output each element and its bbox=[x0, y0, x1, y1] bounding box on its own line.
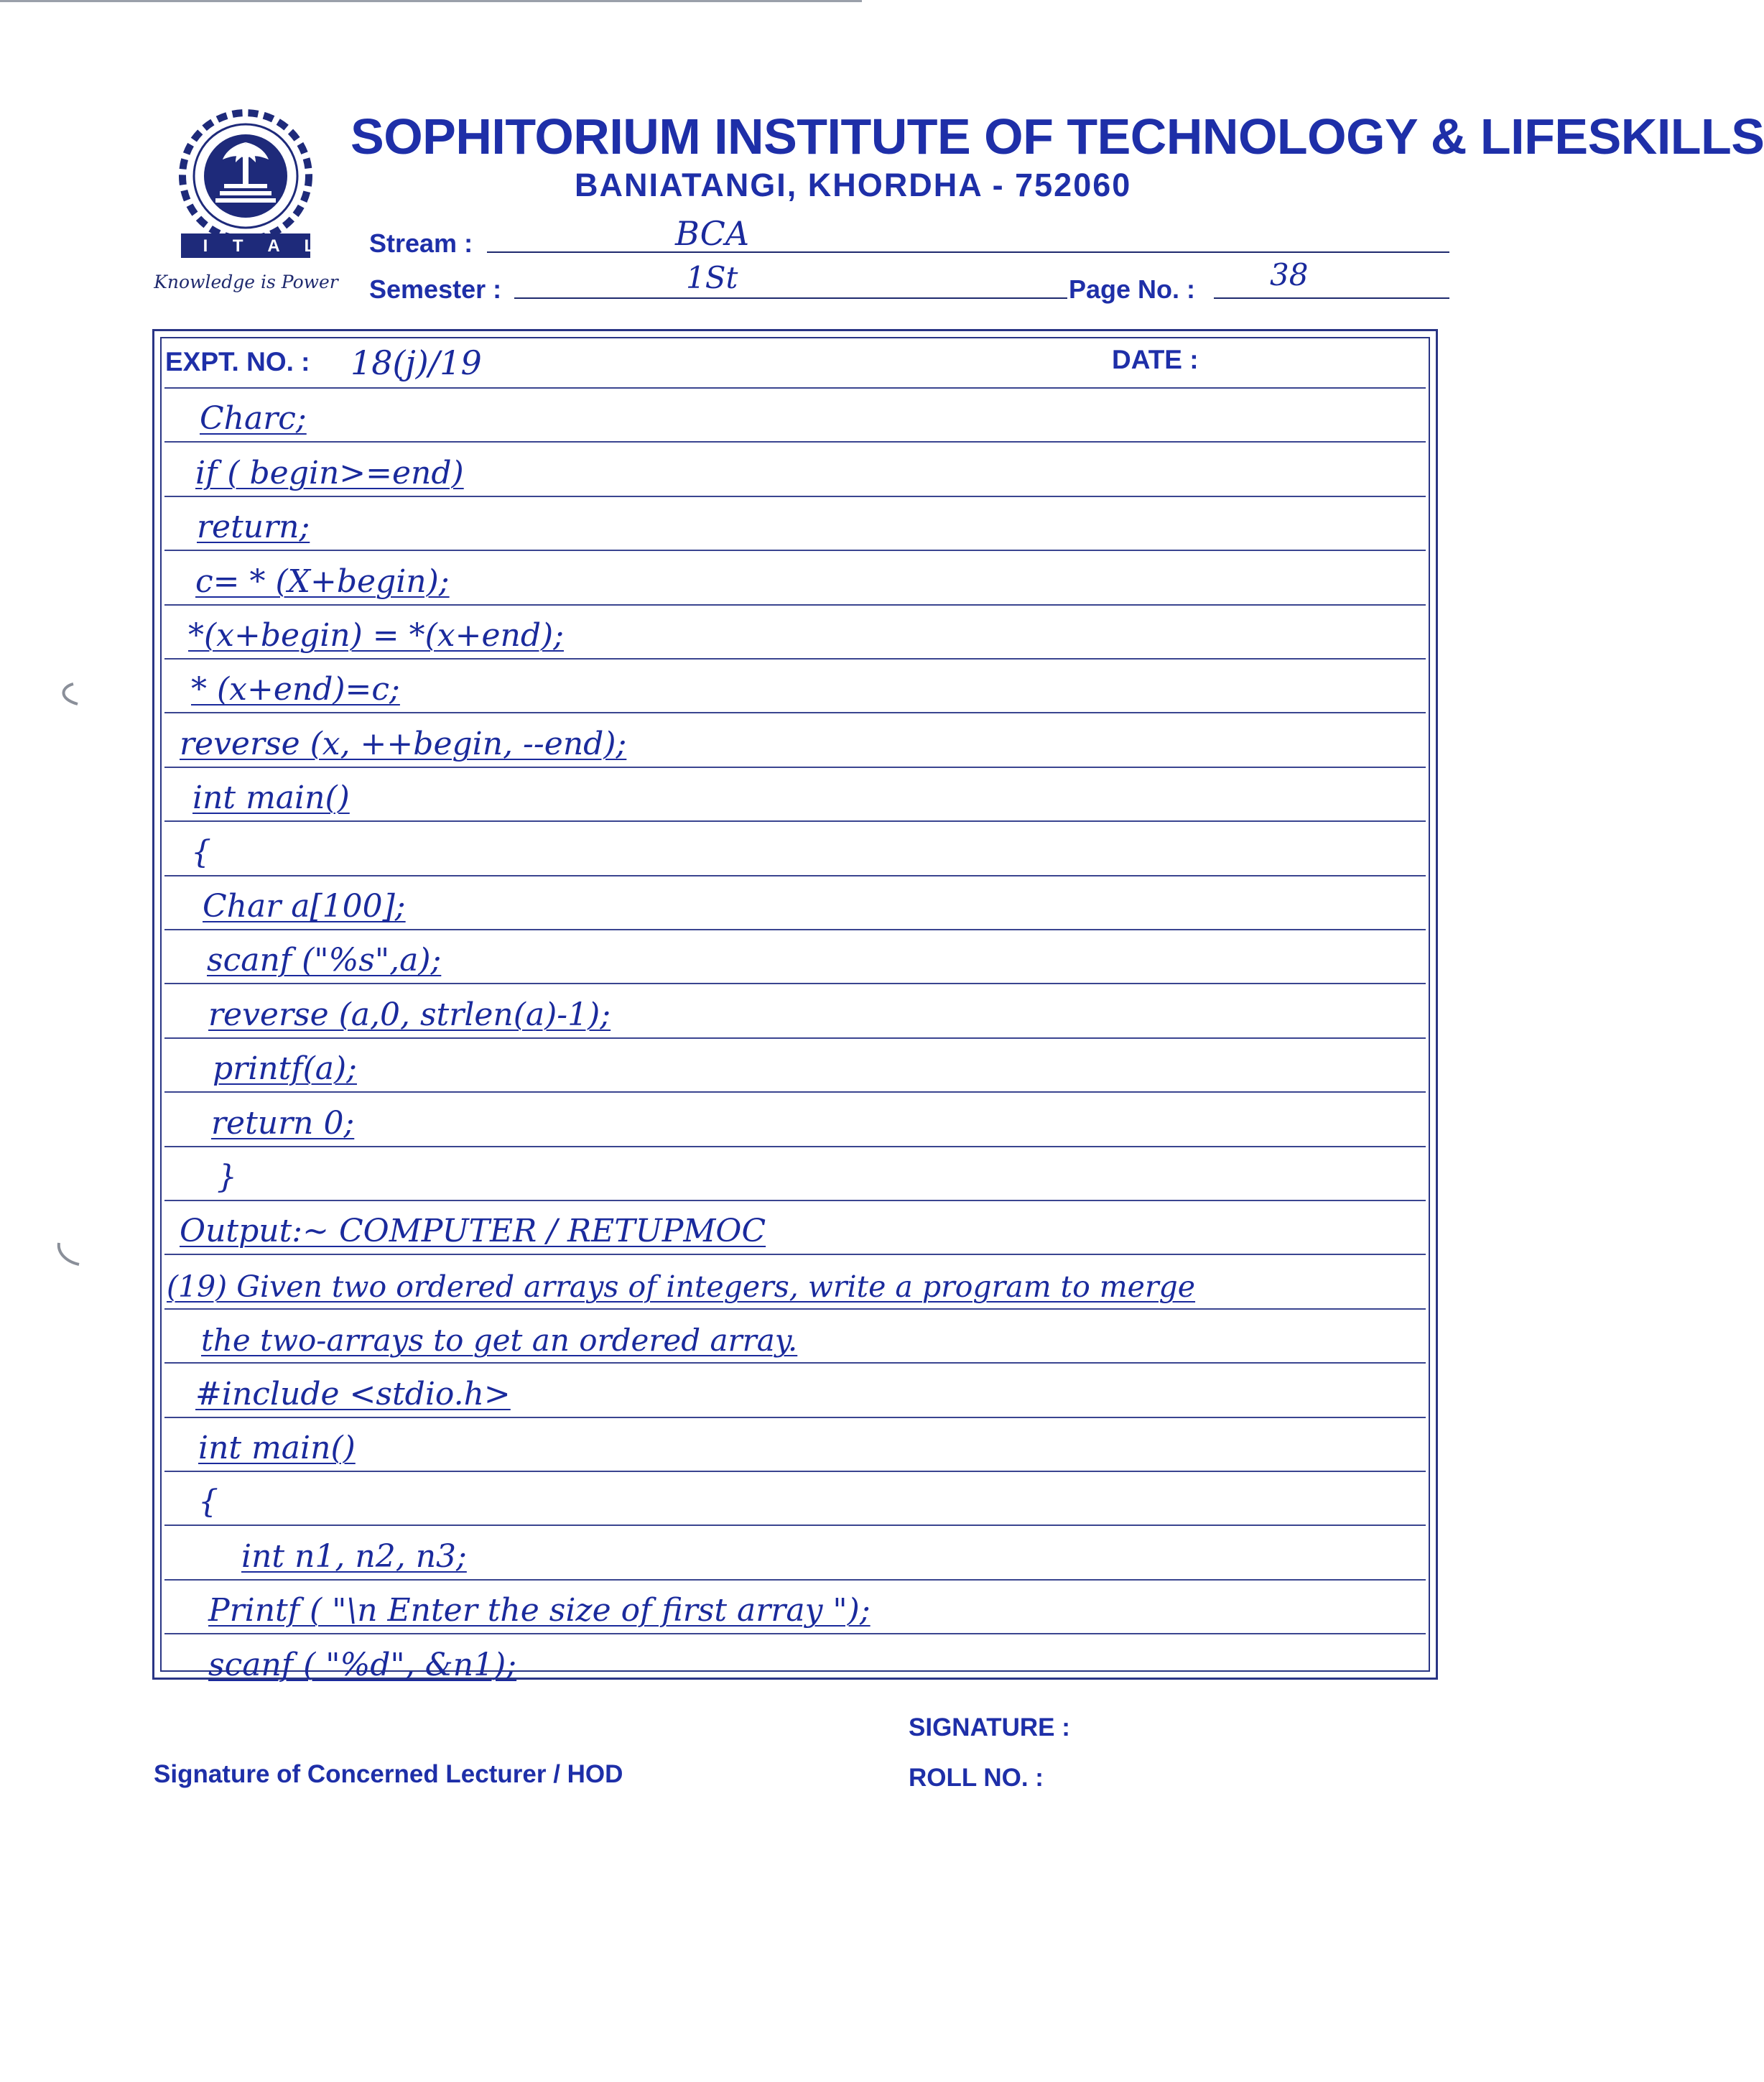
institute-name: SOPHITORIUM INSTITUTE OF TECHNOLOGY & LIFESKILLS bbox=[351, 108, 1764, 165]
handwritten-line: { bbox=[198, 1484, 218, 1521]
institute-motto: Knowledge is Power bbox=[154, 272, 338, 292]
handwritten-line: Char a[100]; bbox=[203, 888, 406, 925]
ruled-line bbox=[164, 983, 1426, 984]
handwritten-line: int main() bbox=[192, 779, 350, 817]
page-number-line bbox=[1214, 297, 1449, 299]
ruled-line bbox=[164, 1146, 1426, 1147]
ruled-line bbox=[164, 441, 1426, 443]
ruled-line bbox=[164, 1579, 1426, 1581]
ruled-line bbox=[164, 1037, 1426, 1039]
handwritten-line: the two-arrays to get an ordered array. bbox=[201, 1323, 798, 1359]
ruled-line bbox=[164, 658, 1426, 660]
institute-logo-icon bbox=[167, 108, 325, 262]
margin-mark-icon bbox=[52, 1240, 82, 1267]
signature-label: SIGNATURE : bbox=[909, 1713, 1070, 1741]
ruled-line bbox=[164, 875, 1426, 876]
semester-label: Semester : bbox=[369, 274, 502, 304]
ruled-line bbox=[164, 1200, 1426, 1201]
handwritten-line: return; bbox=[197, 509, 310, 546]
experiment-number-label: EXPT. NO. : bbox=[165, 347, 310, 376]
handwritten-line: Charc; bbox=[200, 400, 307, 438]
ruled-line bbox=[164, 1308, 1426, 1310]
ruled-line bbox=[164, 604, 1426, 606]
institute-address: BANIATANGI, KHORDHA - 752060 bbox=[575, 167, 1132, 203]
ruled-line bbox=[164, 929, 1426, 930]
ruled-line bbox=[164, 1254, 1426, 1255]
ruled-line bbox=[164, 1471, 1426, 1472]
stream-line bbox=[487, 251, 1449, 253]
page-number-value: 38 bbox=[1270, 257, 1309, 292]
ruled-line bbox=[164, 1417, 1426, 1418]
scan-edge bbox=[0, 0, 862, 2]
roll-number-label: ROLL NO. : bbox=[909, 1764, 1044, 1792]
svg-text:S I T A L: S I T A L bbox=[166, 236, 325, 256]
handwritten-line: *(x+begin) = *(x+end); bbox=[188, 617, 565, 654]
handwritten-line: Printf ( "\n Enter the size of first array "); bbox=[208, 1592, 871, 1629]
handwritten-line: return 0; bbox=[211, 1104, 355, 1142]
ruled-line bbox=[164, 496, 1426, 497]
ruled-line bbox=[164, 1362, 1426, 1364]
handwritten-line: Output:~ COMPUTER / RETUPMOC bbox=[180, 1213, 766, 1250]
handwritten-line: scanf ("%s",a); bbox=[207, 942, 442, 979]
ruled-line bbox=[164, 1525, 1426, 1526]
ruled-line bbox=[164, 820, 1426, 822]
lecturer-signature-label: Signature of Concerned Lecturer / HOD bbox=[154, 1760, 623, 1788]
experiment-number-value: 18(j)/19 bbox=[351, 343, 482, 382]
handwritten-line: (19) Given two ordered arrays of integers, write a program to merge bbox=[167, 1269, 1196, 1304]
ruled-line bbox=[164, 1633, 1426, 1634]
date-label: DATE : bbox=[1112, 345, 1199, 374]
handwritten-line: * (x+end)=c; bbox=[191, 671, 400, 708]
margin-mark-icon bbox=[52, 681, 82, 708]
handwritten-line: int n1, n2, n3; bbox=[241, 1537, 467, 1575]
page-number-label: Page No. : bbox=[1069, 274, 1196, 304]
ruled-line bbox=[164, 712, 1426, 713]
ruled-line bbox=[164, 550, 1426, 551]
handwritten-line: if ( begin>=end) bbox=[195, 454, 464, 491]
handwritten-line: c= * (X+begin); bbox=[195, 563, 450, 600]
handwritten-line: #include <stdio.h> bbox=[195, 1375, 511, 1412]
stream-value: BCA bbox=[675, 214, 750, 253]
stream-label: Stream : bbox=[369, 228, 473, 258]
handwritten-line: reverse (x, ++begin, --end); bbox=[180, 725, 627, 762]
handwritten-line: reverse (a,0, strlen(a)-1); bbox=[208, 996, 611, 1033]
ruled-line bbox=[164, 387, 1426, 389]
handwritten-line: int main() bbox=[198, 1430, 356, 1466]
handwritten-line: scanf ( "%d", &n1); bbox=[208, 1646, 517, 1683]
semester-line bbox=[514, 297, 1067, 299]
handwritten-line: } bbox=[217, 1159, 237, 1195]
ruled-line bbox=[164, 767, 1426, 768]
ruled-line bbox=[164, 1091, 1426, 1093]
handwritten-line: printf(a); bbox=[213, 1050, 357, 1088]
handwritten-line: { bbox=[191, 833, 211, 871]
semester-value: 1St bbox=[686, 260, 738, 295]
